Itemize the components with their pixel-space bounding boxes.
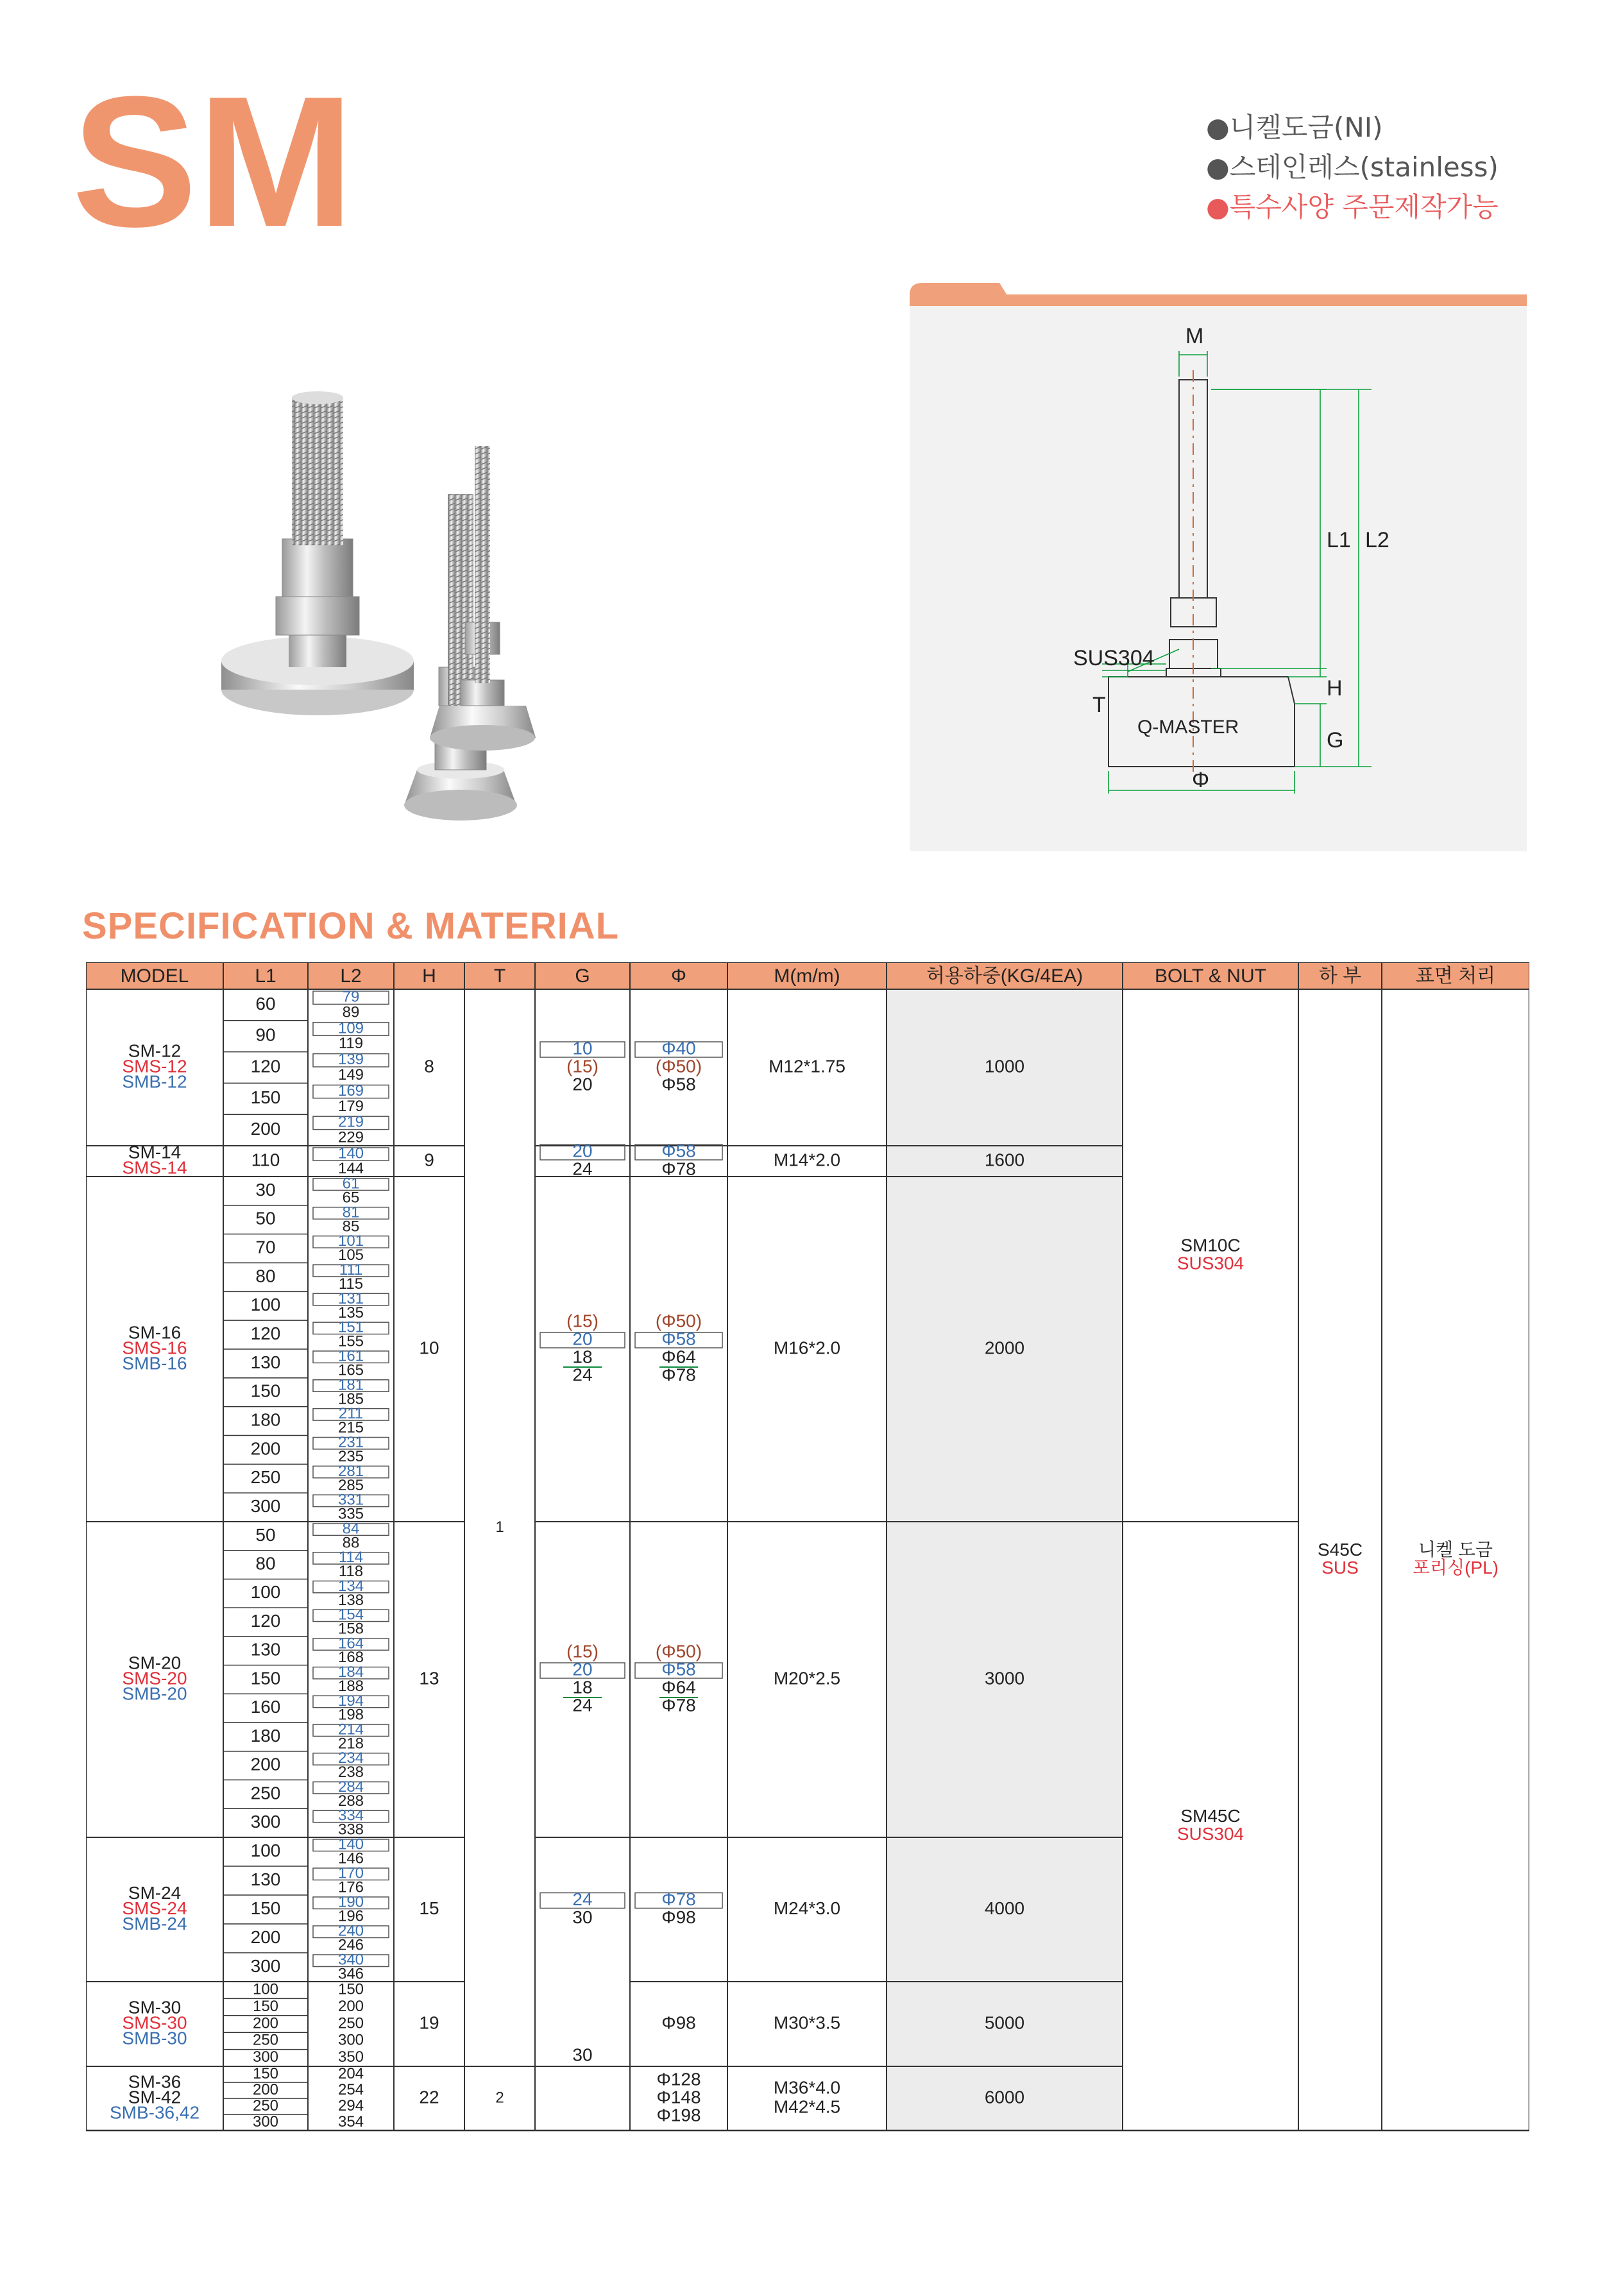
- bolt-material: SM10C: [1180, 1235, 1241, 1255]
- l2-value: 119: [338, 1035, 364, 1053]
- l2-value-alt: 79: [342, 988, 360, 1006]
- l2-value: 235: [337, 1447, 364, 1465]
- l2-value-alt: 109: [337, 1019, 364, 1037]
- phi-value: Φ98: [661, 2012, 696, 2033]
- l1-value: 150: [250, 1087, 281, 1108]
- dim-label-g: G: [1327, 728, 1344, 753]
- l2-value-alt: 140: [337, 1144, 364, 1162]
- load-value: 1000: [984, 1056, 1025, 1076]
- l2-value-alt: 184: [337, 1663, 364, 1681]
- m-value: M14*2.0: [773, 1150, 841, 1170]
- header-cell-5: G: [575, 965, 590, 987]
- l1-value: 180: [250, 1409, 281, 1430]
- phi-value: Φ58: [661, 1141, 696, 1161]
- model-name: SMS-14: [122, 1157, 187, 1178]
- l2-value: 85: [342, 1218, 360, 1236]
- l2-value-alt: 154: [337, 1606, 364, 1624]
- load-value: 1600: [984, 1150, 1025, 1170]
- h-value: 22: [419, 2087, 439, 2107]
- section-title: SPECIFICATION & MATERIAL: [82, 905, 620, 947]
- l1-value: 30: [255, 1179, 276, 1200]
- base-brand-label: Q-MASTER: [1137, 717, 1239, 738]
- header-cell-1: L1: [255, 965, 276, 987]
- l1-value: 150: [252, 2064, 279, 2082]
- l1-value: 100: [250, 1840, 281, 1860]
- l1-value: 120: [250, 1610, 281, 1631]
- l2-value-alt: 101: [337, 1232, 364, 1250]
- header-cell-8: 허용하중(KG/4EA): [926, 965, 1083, 987]
- surface-finish: 니켈 도금: [1418, 1539, 1493, 1560]
- bolt-material-alt: SUS304: [1177, 1253, 1244, 1273]
- l2-value-alt: 81: [342, 1203, 360, 1221]
- l2-value: 165: [337, 1361, 364, 1379]
- header-cell-3: H: [422, 965, 436, 987]
- phi-value: Φ98: [661, 1907, 696, 1927]
- g-value: 10: [572, 1038, 593, 1059]
- model-name: SMB-12: [122, 1071, 187, 1092]
- l1-value: 300: [250, 1812, 281, 1832]
- l2-value-alt: 211: [338, 1405, 364, 1423]
- l1-value: 130: [250, 1869, 281, 1889]
- model-name: SMS-12: [122, 1056, 187, 1076]
- l2-value: 168: [337, 1649, 364, 1667]
- m-value: M16*2.0: [773, 1338, 841, 1358]
- phi-value: Φ58: [661, 1074, 696, 1094]
- bolt-material-alt: SUS304: [1177, 1823, 1244, 1844]
- feature-item-custom-order: ●특수사양 주문제작가능: [1206, 191, 1499, 223]
- l2-value: 246: [337, 1936, 364, 1954]
- model-name: SMB-24: [122, 1913, 187, 1934]
- l2-value: 204: [337, 2064, 364, 2082]
- g-value: 20: [572, 1659, 593, 1679]
- l2-value: 188: [337, 1677, 364, 1695]
- l2-value-alt: 334: [337, 1807, 364, 1824]
- l2-value-alt: 164: [337, 1635, 364, 1653]
- l1-value: 300: [252, 2113, 279, 2130]
- l1-value: 80: [255, 1266, 276, 1286]
- l2-value-alt: 331: [337, 1491, 364, 1509]
- h-value: 10: [419, 1338, 439, 1358]
- l2-value: 198: [337, 1706, 364, 1724]
- header-cell-0: MODEL: [120, 965, 189, 987]
- phi-value: Φ78: [661, 1695, 696, 1715]
- l2-value-alt: 340: [337, 1951, 364, 1969]
- g-value: (15): [566, 1311, 599, 1331]
- model-name: SMB-20: [122, 1683, 187, 1704]
- l2-value-alt: 231: [337, 1433, 364, 1451]
- header-cell-11: 표면 처리: [1415, 965, 1496, 987]
- phi-value: Φ148: [656, 2087, 701, 2107]
- load-value: 2000: [984, 1338, 1025, 1358]
- feature-list: [1206, 108, 1499, 227]
- l1-value: 90: [255, 1025, 276, 1045]
- l1-value: 130: [250, 1639, 281, 1660]
- l1-value: 250: [250, 1783, 281, 1803]
- l2-value: 89: [342, 1003, 360, 1021]
- l2-value: 149: [337, 1066, 364, 1084]
- phi-value: (Φ50): [655, 1056, 702, 1076]
- l1-value: 150: [250, 1898, 281, 1918]
- l2-value: 196: [337, 1907, 364, 1925]
- g-shared-value: 30: [572, 2045, 593, 2065]
- bolt-material: SM45C: [1180, 1805, 1241, 1826]
- material-label-sus304: SUS304: [1073, 646, 1155, 670]
- m-value: M42*4.5: [773, 2096, 841, 2117]
- dim-label-h: H: [1327, 676, 1343, 701]
- l2-value: 146: [337, 1850, 364, 1867]
- l2-value: 238: [337, 1764, 364, 1782]
- l2-value: 185: [337, 1390, 364, 1408]
- l1-value: 50: [255, 1524, 276, 1545]
- load-value: 5000: [984, 2012, 1025, 2033]
- l1-value: 300: [252, 2048, 279, 2066]
- t-value: 2: [495, 2089, 504, 2107]
- l2-value-alt: 190: [337, 1893, 364, 1911]
- phi-value: Φ78: [661, 1159, 696, 1179]
- l2-value-alt: 134: [337, 1577, 364, 1595]
- l2-value-alt: 84: [342, 1520, 360, 1538]
- l1-value: 200: [250, 1926, 281, 1947]
- load-value: 4000: [984, 1898, 1025, 1918]
- l1-value: 250: [252, 2096, 279, 2114]
- phi-value: Φ58: [661, 1659, 696, 1679]
- m-value: M12*1.75: [769, 1056, 845, 1076]
- l2-value: 285: [337, 1476, 364, 1494]
- l1-value: 110: [251, 1150, 280, 1170]
- l2-value: 155: [337, 1332, 364, 1350]
- l2-value: 229: [337, 1128, 364, 1146]
- m-value: M30*3.5: [773, 2012, 841, 2033]
- g-value: 30: [572, 1907, 593, 1927]
- m-value: M20*2.5: [773, 1668, 841, 1688]
- phi-value: Φ64: [661, 1347, 696, 1367]
- l2-value-alt: 194: [337, 1692, 364, 1710]
- product-photo: [192, 378, 577, 866]
- l1-value: 250: [250, 1467, 281, 1488]
- model-name: SM-16: [128, 1322, 182, 1343]
- header-cell-6: Φ: [671, 965, 686, 987]
- load-value: 3000: [984, 1668, 1025, 1688]
- l2-value: 105: [337, 1246, 364, 1264]
- h-value: 19: [419, 2012, 439, 2033]
- l2-value: 118: [338, 1563, 364, 1581]
- l1-value: 120: [250, 1323, 281, 1343]
- model-name: SMS-16: [122, 1338, 187, 1358]
- lower-part-material: S45C: [1317, 1539, 1363, 1560]
- l2-value-alt: 139: [337, 1051, 364, 1069]
- l1-value: 50: [255, 1208, 276, 1229]
- l2-value: 65: [342, 1189, 360, 1207]
- model-name: SMS-20: [122, 1668, 187, 1688]
- l2-value: 158: [337, 1620, 364, 1638]
- phi-value: Φ198: [656, 2105, 701, 2125]
- lower-part-material-alt: SUS: [1321, 1557, 1359, 1577]
- model-name: SMB-30: [122, 2028, 187, 2048]
- phi-value: Φ128: [656, 2069, 701, 2089]
- phi-value: (Φ50): [655, 1311, 702, 1331]
- phi-value: Φ64: [661, 1677, 696, 1697]
- g-value: 20: [572, 1074, 593, 1094]
- l2-value-alt: 170: [337, 1864, 364, 1882]
- model-name: SM-14: [128, 1142, 182, 1162]
- l1-value: 200: [250, 1754, 281, 1774]
- g-value: 24: [572, 1695, 593, 1715]
- model-name: SMS-24: [122, 1898, 187, 1918]
- l1-value: 200: [250, 1438, 281, 1459]
- h-value: 15: [419, 1898, 439, 1918]
- t-value: 1: [495, 1518, 504, 1536]
- spec-table: [86, 962, 1529, 2144]
- l2-value: 150: [337, 1980, 364, 1998]
- g-value: 18: [572, 1677, 593, 1697]
- header-cell-4: T: [493, 965, 506, 987]
- header-cell-9: BOLT & NUT: [1155, 965, 1266, 987]
- l2-value-alt: 151: [337, 1318, 364, 1336]
- model-name: SM-36: [128, 2071, 182, 2092]
- l2-value: 115: [338, 1275, 364, 1293]
- phi-value: Φ40: [661, 1038, 696, 1059]
- l2-value: 218: [337, 1735, 364, 1753]
- l2-value-alt: 114: [338, 1549, 364, 1567]
- l2-value-alt: 161: [337, 1347, 364, 1365]
- l2-value: 135: [337, 1304, 364, 1322]
- g-value: (15): [566, 1056, 599, 1076]
- model-name: SM-30: [128, 1997, 182, 2018]
- l2-value-alt: 61: [342, 1175, 360, 1193]
- l2-value-alt: 219: [337, 1113, 364, 1131]
- g-value: 18: [572, 1347, 593, 1367]
- m-value: M36*4.0: [773, 2077, 841, 2098]
- h-value: 9: [424, 1150, 434, 1170]
- brand-logo: [72, 77, 431, 244]
- technical-drawing: [910, 280, 1527, 851]
- l1-value: 200: [252, 2014, 279, 2032]
- l1-value: 150: [252, 1997, 279, 2015]
- model-name: SM-24: [128, 1882, 182, 1903]
- l2-value: 138: [337, 1591, 364, 1609]
- model-name: SMS-30: [122, 2012, 187, 2033]
- dim-label-l1: L1: [1327, 528, 1351, 552]
- l2-value-alt: 234: [337, 1749, 364, 1767]
- l2-value: 350: [337, 2048, 364, 2066]
- l2-value-alt: 169: [337, 1082, 364, 1100]
- l2-value-alt: 240: [337, 1922, 364, 1940]
- header-cell-7: M(m/m): [774, 965, 840, 987]
- l2-value: 215: [337, 1419, 364, 1437]
- header-cell-10: 하 부: [1318, 965, 1362, 987]
- g-value: (15): [566, 1641, 599, 1662]
- m-value: M24*3.0: [773, 1898, 841, 1918]
- model-name: SMB-16: [122, 1353, 187, 1373]
- load-value: 6000: [984, 2087, 1025, 2107]
- l1-value: 80: [255, 1553, 276, 1574]
- l1-value: 100: [252, 1980, 279, 1998]
- l1-value: 300: [250, 1495, 281, 1516]
- l2-value-alt: 181: [337, 1376, 364, 1394]
- phi-value: Φ78: [661, 1889, 696, 1909]
- dim-label-phi: Φ: [1192, 768, 1210, 792]
- l1-value: 300: [250, 1955, 281, 1976]
- l2-value: 300: [337, 2031, 364, 2049]
- l1-value: 100: [250, 1582, 281, 1603]
- feature-item-nickel: ●니켈도금(NI): [1206, 112, 1383, 143]
- l1-value: 200: [252, 2080, 279, 2098]
- l1-value: 150: [250, 1381, 281, 1401]
- l2-value: 335: [337, 1505, 364, 1523]
- g-value: 24: [572, 1365, 593, 1385]
- g-value: 20: [572, 1329, 593, 1349]
- l2-value-alt: 111: [339, 1261, 363, 1279]
- leveling-foot-large: [221, 391, 414, 715]
- model-name: SM-42: [128, 2087, 182, 2107]
- l1-value: 200: [250, 1118, 281, 1139]
- logo-text: SM: [72, 77, 354, 244]
- l1-value: 150: [250, 1668, 281, 1688]
- l2-value: 354: [337, 2113, 364, 2130]
- l2-value-alt: 214: [337, 1721, 364, 1739]
- l2-value-alt: 284: [337, 1778, 364, 1796]
- l2-value: 346: [337, 1965, 364, 1983]
- l2-value: 250: [337, 2014, 364, 2032]
- feature-item-stainless: ●스테인레스(stainless): [1206, 151, 1499, 183]
- g-value: 24: [572, 1159, 593, 1179]
- dim-label-l2: L2: [1365, 528, 1389, 552]
- header-cell-2: L2: [340, 965, 362, 987]
- dim-label-m: M: [1185, 324, 1204, 348]
- l2-value: 179: [337, 1097, 364, 1115]
- l2-value: 254: [337, 2080, 364, 2098]
- phi-value: (Φ50): [655, 1641, 702, 1662]
- l1-value: 130: [250, 1352, 281, 1372]
- l2-value-alt: 131: [337, 1289, 364, 1307]
- l2-value: 338: [337, 1821, 364, 1839]
- l1-value: 70: [255, 1237, 276, 1257]
- h-value: 8: [424, 1056, 434, 1076]
- l2-value-alt: 281: [337, 1462, 364, 1480]
- l1-value: 100: [250, 1295, 281, 1315]
- leveling-foot-medium: [404, 494, 517, 821]
- l1-value: 60: [255, 993, 276, 1014]
- l2-value: 88: [342, 1534, 360, 1552]
- model-name: SM-20: [128, 1653, 182, 1673]
- l2-value: 200: [337, 1997, 364, 2015]
- phi-value: Φ78: [661, 1365, 696, 1385]
- l1-value: 250: [252, 2031, 279, 2049]
- model-name: SMB-36,42: [109, 2102, 200, 2123]
- g-value: 24: [572, 1889, 593, 1909]
- l1-value: 180: [250, 1725, 281, 1746]
- surface-finish-alt: 포리싱(PL): [1412, 1557, 1499, 1577]
- phi-value: Φ58: [661, 1329, 696, 1349]
- g-value: 20: [572, 1141, 593, 1161]
- model-name: SM-12: [128, 1041, 182, 1061]
- l1-value: 160: [250, 1697, 281, 1717]
- l2-value: 176: [337, 1878, 364, 1896]
- l1-value: 120: [250, 1056, 281, 1076]
- l2-value: 144: [337, 1159, 364, 1177]
- h-value: 13: [419, 1668, 439, 1688]
- l2-value: 294: [337, 2096, 364, 2114]
- l2-value: 288: [337, 1792, 364, 1810]
- l2-value-alt: 140: [337, 1835, 364, 1853]
- dim-label-t: T: [1092, 693, 1106, 717]
